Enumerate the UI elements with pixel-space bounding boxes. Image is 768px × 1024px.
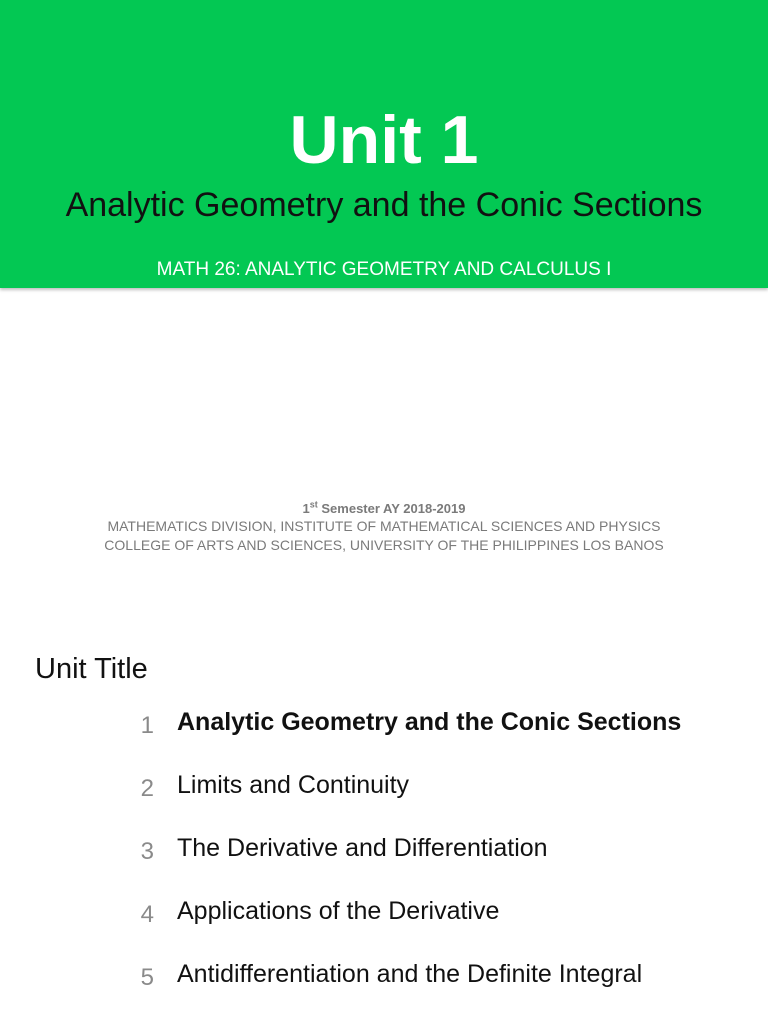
unit-number: 1: [140, 712, 154, 739]
unit-number: 3: [140, 838, 154, 865]
list-item-unit-4: [0, 889, 768, 933]
affiliation-division: MATHEMATICS DIVISION, INSTITUTE OF MATHEMATICAL SCIENCES AND PHYSICS: [107, 518, 661, 534]
list-item-unit-1: [0, 700, 768, 744]
unit-label: Antidifferentiation and the Definite Integral: [177, 960, 643, 988]
unit-label: Limits and Continuity: [177, 771, 410, 799]
unit-subtitle: Analytic Geometry and the Conic Sections: [65, 186, 703, 224]
course-code: MATH 26: ANALYTIC GEOMETRY AND CALCULUS I: [156, 259, 612, 280]
semester-line: [0, 500, 768, 518]
semester-number: 1: [302, 501, 310, 516]
affiliation-college: COLLEGE OF ARTS AND SCIENCES, UNIVERSITY OF THE PHILIPPINES LOS BANOS: [104, 537, 664, 553]
list-item-unit-5: [0, 952, 768, 996]
unit-label: The Derivative and Differentiation: [177, 834, 548, 862]
unit-number: 2: [140, 775, 154, 802]
unit-label: Analytic Geometry and the Conic Sections: [177, 708, 682, 736]
list-item-unit-2: [0, 763, 768, 807]
unit-number: 5: [140, 964, 154, 991]
unit-heading: Unit 1: [289, 102, 479, 178]
semester-ordinal: st: [309, 499, 318, 510]
title-banner: [0, 0, 768, 288]
unit-title-heading: Unit Title: [35, 653, 148, 685]
unit-label: Applications of the Derivative: [177, 897, 500, 925]
list-item-unit-3: [0, 826, 768, 870]
semester-text: Semester AY 2018-2019: [317, 501, 466, 516]
unit-number: 4: [140, 901, 154, 928]
